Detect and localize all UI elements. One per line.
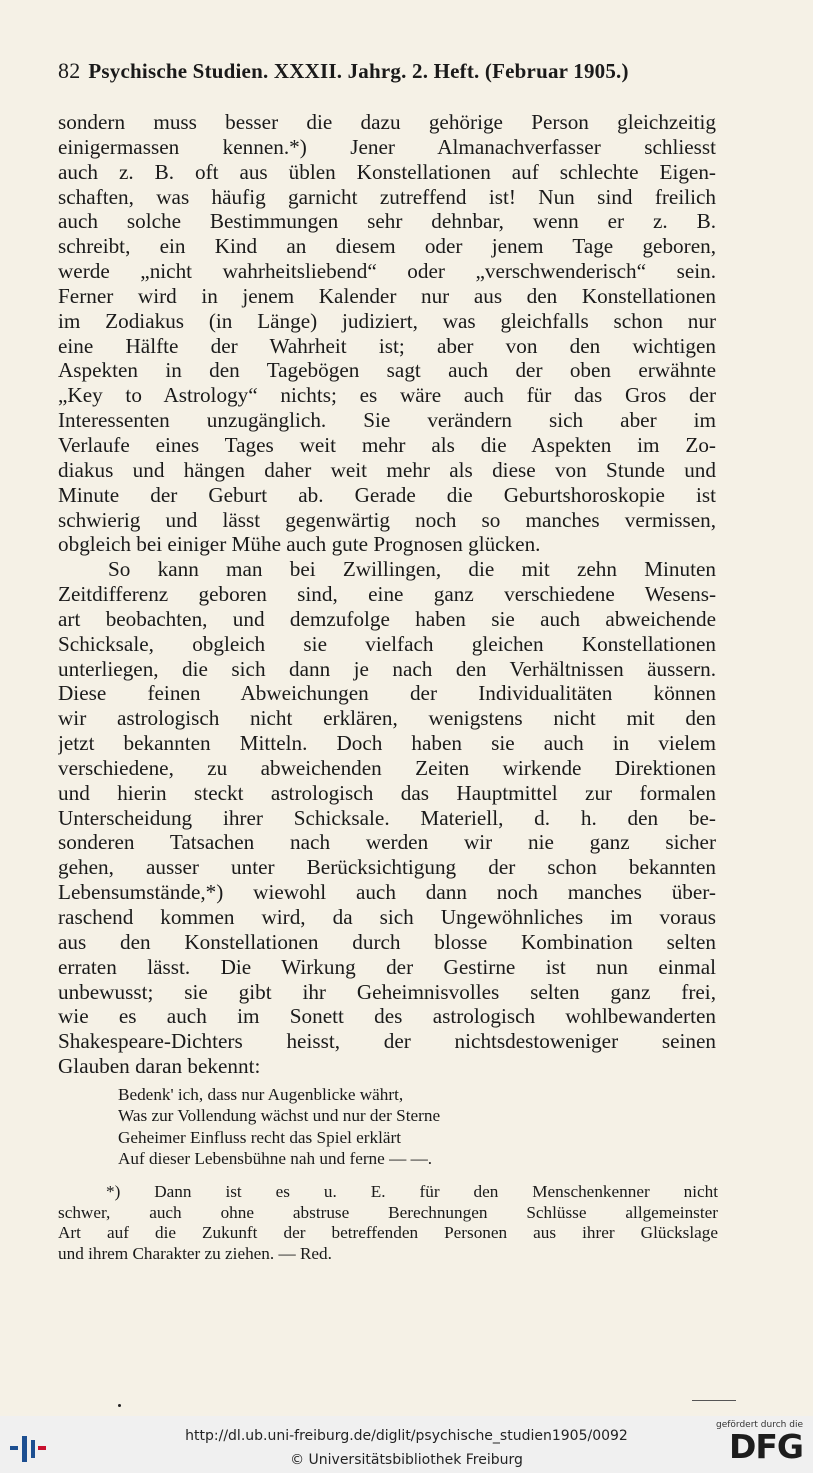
- sonnet-quote: [118, 1084, 638, 1170]
- text-line: „Key to Astrology“ nichts; es wäre auch für das Gros der: [58, 383, 716, 408]
- text-line: Glauben daran bekennt:: [58, 1054, 261, 1079]
- text-line: Shakespeare-Dichters heisst, der nichtsdestoweniger seinen: [58, 1029, 716, 1054]
- poem-line: Geheimer Einfluss recht das Spiel erklärt: [118, 1127, 402, 1147]
- text-line: unterliegen, die sich dann je nach den Verhältnissen äussern.: [58, 656, 716, 681]
- page-number: 82: [58, 58, 81, 83]
- text-line: im Zodiakus (in Länge) judiziert, was gleichfalls schon nur: [58, 308, 716, 333]
- footnote-line: schwer, auch ohne abstruse Berechnungen Schlüsse allgemeinster: [58, 1202, 718, 1222]
- text-line: Zeitdifferenz geboren sind, eine ganz verschiedene Wesens-: [58, 582, 716, 607]
- margin-rule: [692, 1400, 736, 1401]
- text-line: Minute der Geburt ab. Gerade die Geburtshoroskopie ist: [58, 482, 716, 507]
- text-line: schaften, was häufig garnicht zutreffend ist! Nun sind freilich: [58, 184, 716, 209]
- text-line: sondern muss besser die dazu gehörige Person gleichzeitig: [58, 110, 716, 134]
- text-line: auch solche Bestimmungen sehr dehnbar, wenn er z. B.: [58, 209, 716, 234]
- footnote: [58, 1182, 718, 1264]
- text-line: obgleich bei einiger Mühe auch gute Prognosen glücken.: [58, 532, 541, 557]
- viewer-footer: [0, 1416, 813, 1473]
- text-line: Diese feinen Abweichungen der Individualitäten können: [58, 681, 716, 706]
- text-line: schwierig und lässt gegenwärtig noch so manches vermissen,: [58, 507, 716, 532]
- poem-line: Bedenk' ich, dass nur Augenblicke währt,: [118, 1085, 404, 1104]
- running-header: [58, 58, 718, 84]
- dfg-tagline: gefördert durch die: [716, 1420, 803, 1430]
- text-line: wie es auch im Sonett des astrologisch wohlbewanderten: [58, 1004, 716, 1029]
- running-title: Psychische Studien. XXXII. Jahrg. 2. Heft. (Februar 1905.): [88, 59, 629, 83]
- main-text: [58, 110, 716, 1079]
- text-line: So kann man bei Zwillingen, die mit zehn Minuten: [108, 557, 716, 582]
- poem-line: Auf dieser Lebensbühne nah und ferne — —.: [118, 1149, 433, 1169]
- text-line: jetzt bekannten Mitteln. Doch haben sie auch in vielem: [58, 731, 716, 756]
- footnote-line: Art auf die Zukunft der betreffenden Personen aus ihrer Glückslage: [58, 1223, 718, 1242]
- text-line: Schicksale, obgleich sie vielfach gleichen Konstellationen: [58, 631, 716, 656]
- text-line: aus den Konstellationen durch blosse Kombination selten: [58, 929, 716, 954]
- text-line: Aspekten in den Tagebögen sagt auch der oben erwähnte: [58, 358, 716, 383]
- text-line: und hierin steckt astrologisch das Hauptmittel zur formalen: [58, 780, 716, 805]
- text-line: unbewusst; sie gibt ihr Geheimnisvolles selten ganz frei,: [58, 979, 716, 1004]
- text-line: diakus und hängen daher weit mehr als diese von Stunde und: [58, 457, 716, 482]
- text-line: art beobachten, und demzufolge haben sie auch abweichende: [58, 606, 716, 631]
- text-line: gehen, ausser unter Berücksichtigung der schon bekannten: [58, 855, 716, 880]
- text-line: eine Hälfte der Wahrheit ist; aber von den wichtigen: [58, 333, 716, 358]
- text-line: schreibt, ein Kind an diesem oder jenem Tage geboren,: [58, 234, 716, 259]
- text-line: Verlaufe eines Tages weit mehr als die Aspekten im Zo-: [58, 432, 716, 457]
- text-line: Interessenten unzugänglich. Sie verändern sich aber im: [58, 408, 716, 433]
- text-line: Unterscheidung ihrer Schicksale. Materiell, d. h. den be-: [58, 805, 716, 830]
- text-line: erraten lässt. Die Wirkung der Gestirne ist nun einmal: [58, 954, 716, 979]
- text-line: werde „nicht wahrheitsliebend“ oder „verschwenderisch“ sein.: [58, 259, 716, 284]
- dfg-logo-text: DFG: [728, 1427, 803, 1466]
- text-line: Ferner wird in jenem Kalender nur aus den Konstellationen: [58, 283, 716, 308]
- footnote-line: und ihrem Charakter zu ziehen. — Red.: [58, 1243, 332, 1263]
- text-line: Lebensumstände,*) wiewohl auch dann noch manches über-: [58, 880, 716, 905]
- text-line: wir astrologisch nicht erklären, wenigstens nicht mit den: [58, 706, 716, 731]
- footnote-line: *) Dann ist es u. E. für den Menschenkenner nicht: [106, 1182, 718, 1201]
- dfg-logo: [713, 1420, 803, 1470]
- text-line: raschend kommen wird, da sich Ungewöhnliches im voraus: [58, 905, 716, 929]
- text-line: auch z. B. oft aus üblen Konstellationen auf schlechte Eigen-: [58, 159, 716, 184]
- text-line: sonderen Tatsachen nach werden wir nie ganz sicher: [58, 830, 716, 855]
- scan-speck: [118, 1404, 121, 1407]
- text-line: einigermassen kennen.*) Jener Almanachverfasser schliesst: [58, 134, 716, 159]
- text-line: verschiedene, zu abweichenden Zeiten wirkende Direktionen: [58, 755, 716, 780]
- permalink-url[interactable]: http://dl.ub.uni-freiburg.de/diglit/psychische_studien1905/0092: [185, 1428, 628, 1444]
- copyright-notice: © Universitätsbibliothek Freiburg: [290, 1452, 523, 1468]
- poem-line: Was zur Vollendung wächst und nur der Sterne: [118, 1106, 441, 1126]
